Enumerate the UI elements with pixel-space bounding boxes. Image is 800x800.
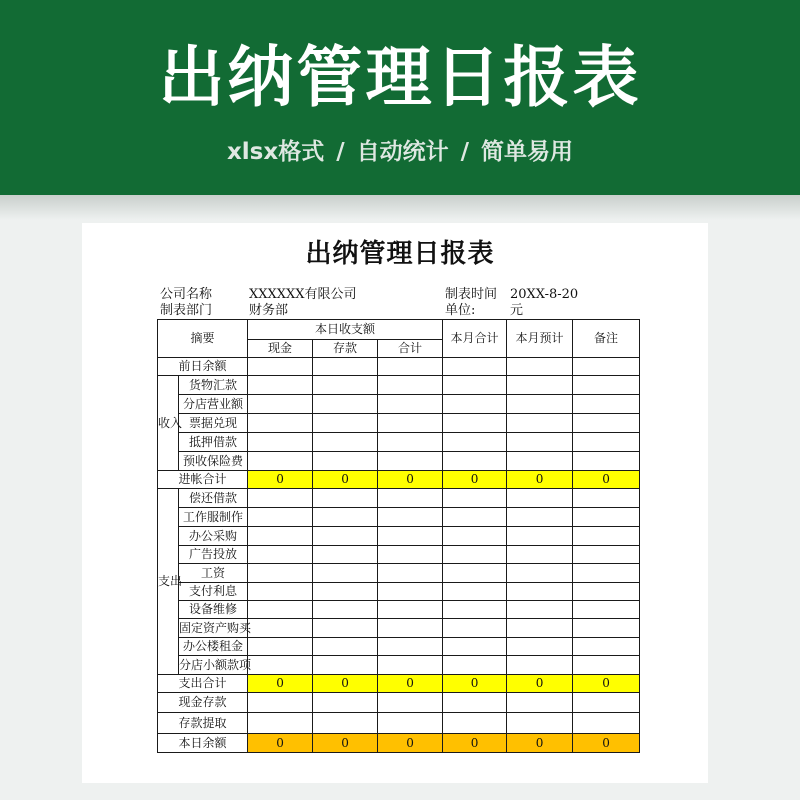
table-cell — [573, 546, 640, 564]
row-label: 货物汇款 — [179, 376, 248, 395]
table-cell — [507, 546, 573, 564]
table-cell — [573, 452, 640, 471]
row-label: 工作服制作 — [179, 508, 248, 527]
balance-cell: 0 — [313, 734, 378, 753]
unit-label: 单位: — [445, 303, 476, 318]
row-label: 分店小额款项 — [179, 656, 248, 675]
row-label: 存款提取 — [158, 713, 248, 734]
table-cell — [507, 395, 573, 414]
table-row — [158, 452, 640, 471]
table-row — [158, 713, 640, 734]
table-row — [158, 433, 640, 452]
table-cell — [507, 489, 573, 508]
header-summary: 摘要 — [158, 320, 248, 358]
table-cell — [248, 564, 313, 583]
table-cell — [248, 693, 313, 713]
table-row — [158, 527, 640, 546]
table-cell — [313, 601, 378, 619]
balance-cell: 0 — [248, 734, 313, 753]
table-cell — [248, 489, 313, 508]
table-cell — [313, 619, 378, 638]
table-cell — [248, 358, 313, 376]
total-cell: 0 — [378, 471, 443, 489]
document-title: 出纳管理日报表 — [305, 239, 495, 269]
table-cell — [443, 656, 507, 675]
table-cell — [378, 527, 443, 546]
table-cell — [573, 713, 640, 734]
table-cell — [378, 414, 443, 433]
table-cell — [378, 489, 443, 508]
table-cell — [313, 376, 378, 395]
total-cell: 0 — [443, 675, 507, 693]
table-row — [158, 564, 640, 583]
table-cell — [378, 564, 443, 583]
table-cell — [573, 376, 640, 395]
company-value: XXXXXX有限公司 — [249, 287, 357, 302]
table-cell — [573, 433, 640, 452]
table-row — [158, 358, 640, 376]
table-cell — [313, 452, 378, 471]
table-cell — [507, 656, 573, 675]
table-row — [158, 693, 640, 713]
table-cell — [248, 508, 313, 527]
row-label: 设备维修 — [179, 601, 248, 619]
table-cell — [443, 433, 507, 452]
table-cell — [313, 433, 378, 452]
table-cell — [313, 489, 378, 508]
table-cell — [443, 376, 507, 395]
dept-value: 财务部 — [249, 303, 289, 318]
table-cell — [378, 452, 443, 471]
table-row — [158, 619, 640, 638]
table-cell — [507, 414, 573, 433]
balance-cell: 0 — [573, 734, 640, 753]
row-label: 办公采购 — [179, 527, 248, 546]
table-cell — [313, 583, 378, 601]
table-cell — [248, 433, 313, 452]
row-label: 预收保险费 — [179, 452, 248, 471]
table-row — [158, 471, 640, 489]
banner-title: 出纳管理日报表 — [158, 39, 642, 116]
table-cell — [443, 452, 507, 471]
time-label: 制表时间 — [445, 287, 498, 302]
table-cell — [507, 452, 573, 471]
table-cell — [507, 713, 573, 734]
table-cell — [443, 583, 507, 601]
table-cell — [313, 638, 378, 656]
row-label: 固定资产购买 — [179, 619, 248, 638]
table-cell — [378, 546, 443, 564]
table-cell — [507, 601, 573, 619]
row-label: 办公楼租金 — [179, 638, 248, 656]
table-cell — [443, 546, 507, 564]
table-row — [158, 638, 640, 656]
table-cell — [313, 713, 378, 734]
table-cell — [248, 583, 313, 601]
table-cell — [313, 508, 378, 527]
table-cell — [248, 395, 313, 414]
dept-label: 制表部门 — [160, 303, 213, 318]
table-cell — [573, 656, 640, 675]
table-cell — [378, 638, 443, 656]
header-banner — [0, 0, 800, 195]
table-cell — [507, 564, 573, 583]
table-cell — [507, 619, 573, 638]
table-cell — [573, 619, 640, 638]
row-label: 抵押借款 — [179, 433, 248, 452]
table-cell — [443, 713, 507, 734]
row-label: 进帐合计 — [158, 471, 248, 489]
table-cell — [313, 414, 378, 433]
table-cell — [443, 414, 507, 433]
table-cell — [378, 395, 443, 414]
balance-cell: 0 — [443, 734, 507, 753]
row-label: 本日余额 — [158, 734, 248, 753]
table-cell — [443, 601, 507, 619]
table-cell — [507, 693, 573, 713]
row-label: 偿还借款 — [179, 489, 248, 508]
table-cell — [248, 619, 313, 638]
table-cell — [507, 583, 573, 601]
table-row — [158, 546, 640, 564]
total-cell: 0 — [507, 471, 573, 489]
table-cell — [248, 452, 313, 471]
table-row — [158, 395, 640, 414]
table-row — [158, 601, 640, 619]
table-cell — [248, 656, 313, 675]
total-cell: 0 — [573, 471, 640, 489]
table-cell — [313, 527, 378, 546]
table-cell — [573, 638, 640, 656]
table-cell — [573, 564, 640, 583]
table-cell — [378, 619, 443, 638]
header-month-total: 本月合计 — [443, 320, 507, 358]
company-label: 公司名称 — [160, 287, 213, 302]
cash-report-table — [157, 319, 640, 753]
row-label: 前日余额 — [158, 358, 248, 376]
row-label: 分店营业额 — [179, 395, 248, 414]
table-row — [158, 675, 640, 693]
table-cell — [248, 414, 313, 433]
table-cell — [507, 376, 573, 395]
table-cell — [378, 358, 443, 376]
table-row — [158, 734, 640, 753]
table-cell — [573, 601, 640, 619]
banner-subtitle: xlsx格式 / 自动统计 / 简单易用 — [226, 139, 574, 165]
time-value: 20XX-8-20 — [510, 287, 579, 302]
table-cell — [573, 358, 640, 376]
income-group-label: 收入 — [158, 376, 179, 471]
table-cell — [443, 619, 507, 638]
header-daily: 本日收支额 — [248, 320, 443, 340]
row-label: 广告投放 — [179, 546, 248, 564]
header-month-forecast: 本月预计 — [507, 320, 573, 358]
table-cell — [378, 433, 443, 452]
table-cell — [313, 656, 378, 675]
table-cell — [573, 693, 640, 713]
table-cell — [443, 508, 507, 527]
table-row — [158, 508, 640, 527]
total-cell: 0 — [443, 471, 507, 489]
table-cell — [443, 395, 507, 414]
table-cell — [313, 546, 378, 564]
table-cell — [443, 358, 507, 376]
table-row — [158, 376, 640, 395]
total-cell: 0 — [248, 471, 313, 489]
row-label: 支出合计 — [158, 675, 248, 693]
table-cell — [313, 395, 378, 414]
header-total: 合计 — [378, 340, 443, 358]
table-cell — [507, 638, 573, 656]
table-cell — [378, 376, 443, 395]
total-cell: 0 — [573, 675, 640, 693]
table-cell — [248, 546, 313, 564]
banner-shadow — [0, 195, 800, 220]
total-cell: 0 — [313, 471, 378, 489]
table-cell — [573, 489, 640, 508]
table-cell — [248, 601, 313, 619]
header-remark: 备注 — [573, 320, 640, 358]
table-cell — [507, 527, 573, 546]
unit-value: 元 — [510, 303, 524, 318]
table-cell — [443, 489, 507, 508]
table-cell — [378, 508, 443, 527]
table-row — [158, 656, 640, 675]
table-cell — [378, 656, 443, 675]
total-cell: 0 — [313, 675, 378, 693]
table-cell — [573, 527, 640, 546]
total-cell: 0 — [378, 675, 443, 693]
table-cell — [443, 693, 507, 713]
table-row — [158, 489, 640, 508]
table-cell — [248, 638, 313, 656]
row-label: 票据兑现 — [179, 414, 248, 433]
table-cell — [573, 414, 640, 433]
table-cell — [378, 693, 443, 713]
total-cell: 0 — [507, 675, 573, 693]
table-cell — [573, 508, 640, 527]
balance-cell: 0 — [507, 734, 573, 753]
header-row — [158, 320, 640, 340]
header-cash: 现金 — [248, 340, 313, 358]
table-cell — [248, 713, 313, 734]
table-cell — [573, 583, 640, 601]
balance-cell: 0 — [378, 734, 443, 753]
table-cell — [378, 601, 443, 619]
table-cell — [313, 564, 378, 583]
table-cell — [507, 508, 573, 527]
table-cell — [573, 395, 640, 414]
table-cell — [248, 376, 313, 395]
table-cell — [443, 638, 507, 656]
table-cell — [507, 433, 573, 452]
row-label: 工资 — [179, 564, 248, 583]
row-label: 支付利息 — [179, 583, 248, 601]
table-cell — [313, 693, 378, 713]
table-cell — [378, 713, 443, 734]
table-cell — [443, 564, 507, 583]
table-cell — [248, 527, 313, 546]
header-deposit: 存款 — [313, 340, 378, 358]
table-cell — [507, 358, 573, 376]
table-cell — [378, 583, 443, 601]
total-cell: 0 — [248, 675, 313, 693]
row-label: 现金存款 — [158, 693, 248, 713]
table-cell — [313, 358, 378, 376]
table-row — [158, 583, 640, 601]
expense-group-label: 支出 — [158, 489, 179, 675]
table-cell — [443, 527, 507, 546]
table-row — [158, 414, 640, 433]
